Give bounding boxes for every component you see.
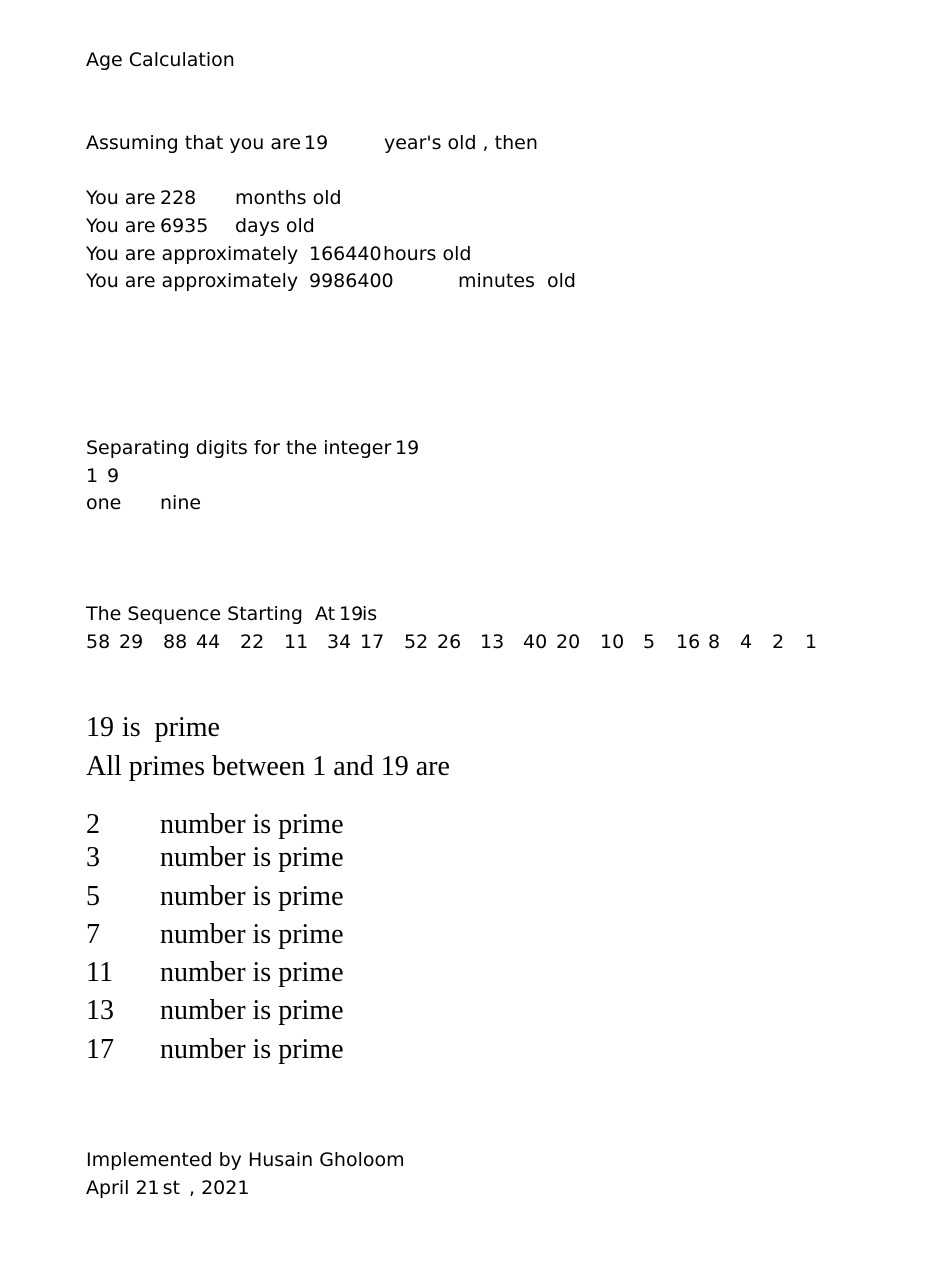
footer-date-prefix: April 21 <box>86 1177 160 1199</box>
sequence-value: 16 <box>676 631 701 653</box>
digit-2: 9 <box>107 465 120 487</box>
sequence-value: 11 <box>284 631 309 653</box>
sequence-value: 26 <box>437 631 462 653</box>
sequence-value: 10 <box>600 631 625 653</box>
sequence-value: 22 <box>240 631 265 653</box>
sequence-value: 88 <box>163 631 188 653</box>
hours-unit: hours old <box>383 243 472 265</box>
minutes-prefix: You are approximately <box>86 270 299 292</box>
prime-list-text: number is prime <box>160 957 344 988</box>
months-value: 228 <box>160 187 197 209</box>
sequence-value: 52 <box>404 631 429 653</box>
days-prefix: You are <box>86 215 156 237</box>
days-value: 6935 <box>160 215 209 237</box>
prime-list-text: number is prime <box>160 919 344 950</box>
sequence-value: 5 <box>643 631 656 653</box>
prime-list-number: 13 <box>86 995 114 1026</box>
digits-heading: Separating digits for the integer <box>86 437 392 459</box>
prime-list-text: number is prime <box>160 1034 344 1065</box>
sequence-value: 1 <box>805 631 818 653</box>
sequence-start: 19 <box>339 603 364 625</box>
sequence-value: 17 <box>360 631 385 653</box>
page-title: Age Calculation <box>86 49 235 71</box>
prime-list-text: number is prime <box>160 881 344 912</box>
prime-number: 19 <box>86 712 114 743</box>
minutes-value: 9986400 <box>309 270 394 292</box>
sequence-value: 29 <box>119 631 144 653</box>
sequence-heading-suffix: is <box>362 603 378 625</box>
sequence-value: 8 <box>708 631 721 653</box>
footer-date <box>86 1174 249 1202</box>
hours-value: 166440 <box>309 243 382 265</box>
digit-1: 1 <box>86 465 99 487</box>
sequence-heading: The Sequence Starting At <box>86 603 336 625</box>
assume-age: 19 <box>304 132 329 154</box>
prime-list-number: 11 <box>86 957 113 988</box>
prime-list-text: number is prime <box>160 809 344 840</box>
sequence-value: 34 <box>327 631 352 653</box>
sequence-value: 58 <box>86 631 111 653</box>
assume-prefix: Assuming that you are <box>86 132 302 154</box>
sequence-value: 20 <box>556 631 581 653</box>
sequence-value: 44 <box>196 631 221 653</box>
footer-author: Implemented by Husain Gholoom <box>86 1149 405 1171</box>
prime-list-number: 2 <box>86 809 100 840</box>
prime-verdict: is prime <box>122 712 220 743</box>
sequence-value: 13 <box>480 631 505 653</box>
sequence-value: 40 <box>523 631 548 653</box>
sequence-value: 4 <box>740 631 753 653</box>
prime-list-number: 17 <box>86 1034 114 1065</box>
months-prefix: You are <box>86 187 156 209</box>
minutes-unit: minutes old <box>458 270 576 292</box>
prime-list-number: 7 <box>86 919 100 950</box>
prime-list-number: 5 <box>86 881 100 912</box>
months-unit: months old <box>235 187 342 209</box>
digit-word-1: one <box>86 492 122 514</box>
prime-list-number: 3 <box>86 842 100 873</box>
prime-list-text: number is prime <box>160 842 344 873</box>
prime-range-text: All primes between 1 and 19 are <box>86 751 450 782</box>
footer-date-sup: st <box>162 1177 181 1199</box>
digit-word-2: nine <box>160 492 202 514</box>
sequence-value: 2 <box>772 631 785 653</box>
footer-date-suffix: , 2021 <box>189 1177 250 1199</box>
assume-suffix: year's old , then <box>384 132 538 154</box>
hours-prefix: You are approximately <box>86 243 299 265</box>
days-unit: days old <box>235 215 315 237</box>
prime-list-text: number is prime <box>160 995 344 1026</box>
digits-integer: 19 <box>395 437 420 459</box>
